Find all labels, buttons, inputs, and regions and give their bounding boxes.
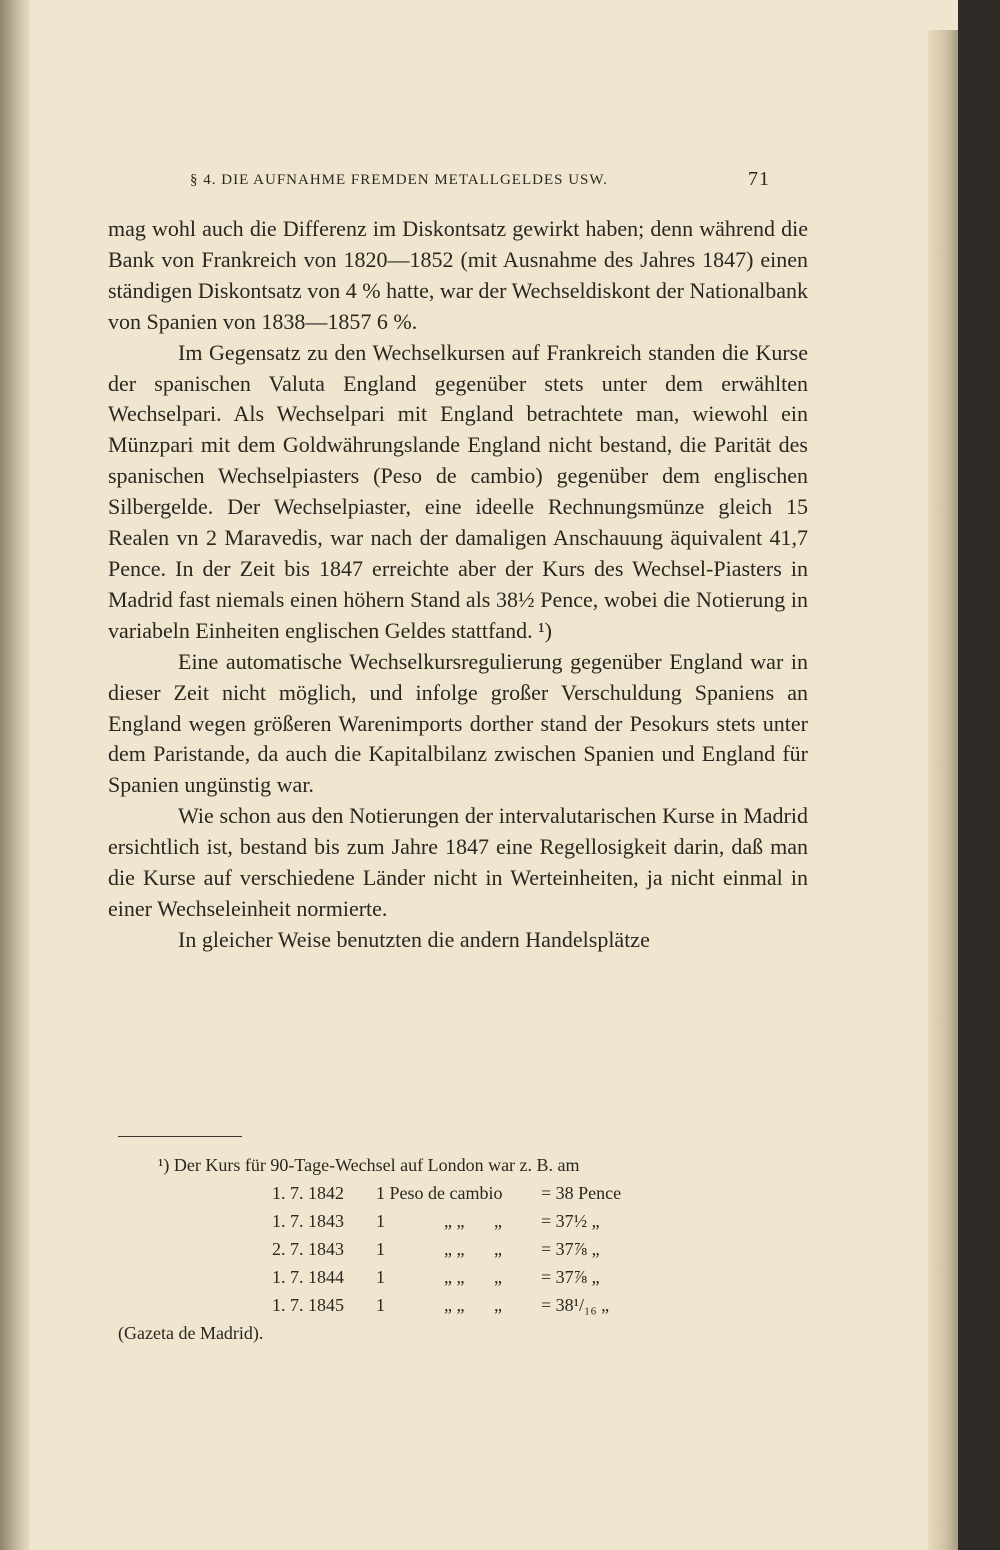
footnote-ditto: „ „	[444, 1295, 465, 1315]
footnote-value: = 37½ „	[541, 1211, 600, 1231]
footnote-intro: ¹) Der Kurs für 90-Tage-Wechsel auf London war z. B. am	[158, 1155, 580, 1175]
footnote-ditto: „	[494, 1211, 502, 1231]
footnote	[118, 1151, 808, 1347]
footnote-row	[118, 1207, 808, 1235]
footnote-date: 1. 7. 1845	[272, 1295, 344, 1315]
paragraph-2: Im Gegensatz zu den Wechselkursen auf Frankreich standen die Kurse der spanischen Valuta England gegenüber stets unter dem erwählten Wechselpari. Als Wechselpari mit England betrachtete man, wiewohl ein Münzpari mit dem Goldwährungslande England nicht bestand, die Parität des spanischen Wechselpiasters (Peso de cambio) gegenüber dem englischen Silbergelde. Der Wechselpiaster, eine ideelle Rechnungsmünze gleich 15 Realen vn 2 Maravedis, war nach der damaligen Anschauung äquivalent 41,7 Pence. In der Zeit bis 1847 erreichte aber der Kurs des Wechsel-Piasters in Madrid fast niemals einen höhern Stand als 38½ Pence, wobei die Notierung in variabeln Einheiten englischen Geldes stattfand. ¹)	[108, 339, 808, 643]
page-gutter	[0, 0, 30, 1550]
footnote-ditto: „	[494, 1267, 502, 1287]
page-number: 71	[748, 168, 770, 190]
footnote-date: 2. 7. 1843	[272, 1239, 344, 1259]
footnote-source-row	[118, 1319, 808, 1347]
footnote-value: = 38¹/₁₆ „	[541, 1295, 610, 1315]
footnote-currency: 1	[376, 1295, 385, 1315]
footnote-value: = 37⅞ „	[541, 1267, 600, 1287]
footnote-row	[118, 1291, 808, 1319]
main-text	[108, 214, 808, 956]
paragraph-5: In gleicher Weise benutzten die andern Handelsplätze	[178, 926, 650, 952]
footnote-currency: 1 Peso de cambio	[376, 1183, 503, 1203]
footnote-currency: 1	[376, 1267, 385, 1287]
footnote-source: (Gazeta de Madrid).	[118, 1323, 264, 1343]
footnote-divider	[118, 1136, 242, 1137]
footnote-ditto: „	[494, 1239, 502, 1259]
footnote-date: 1. 7. 1844	[272, 1267, 344, 1287]
footnote-ditto: „	[494, 1295, 502, 1315]
footnote-currency: 1	[376, 1239, 385, 1259]
footnote-row	[118, 1179, 808, 1207]
footnote-date: 1. 7. 1842	[272, 1183, 344, 1203]
footnote-currency: 1	[376, 1211, 385, 1231]
footnote-ditto: „ „	[444, 1267, 465, 1287]
footnote-ditto: „ „	[444, 1211, 465, 1231]
paragraph-1: mag wohl auch die Differenz im Diskontsatz gewirkt haben; denn während die Bank von Frankreich von 1820—1852 (mit Ausnahme des Jahres 1847) einen ständigen Diskontsatz von 4 % hatte, war der Wechseldiskont der Nationalbank von Spanien von 1838—1857 6 %.	[108, 216, 808, 334]
footnote-row	[118, 1235, 808, 1263]
footnote-date: 1. 7. 1843	[272, 1211, 344, 1231]
header-title: § 4. DIE AUFNAHME FREMDEN METALLGELDES USW.	[190, 172, 608, 188]
footnote-ditto: „ „	[444, 1239, 465, 1259]
page-edge	[928, 30, 958, 1550]
running-header	[190, 168, 770, 198]
paragraph-3: Eine automatische Wechselkursregulierung gegenüber England war in dieser Zeit nicht möglich, und infolge großer Verschuldung Spaniens an England wegen größeren Warenimports dorther stand der Pesokurs stets unter dem Paristande, da auch die Kapitalbilanz zwischen Spanien und England für Spanien ungünstig war.	[108, 648, 808, 798]
footnote-value: = 38 Pence	[541, 1183, 622, 1203]
footnote-intro-row	[118, 1151, 808, 1179]
footnote-value: = 37⅞ „	[541, 1239, 600, 1259]
background-edge	[958, 0, 1000, 1550]
paragraph-4: Wie schon aus den Notierungen der intervalutarischen Kurse in Madrid ersichtlich ist, bestand bis zum Jahre 1847 eine Regellosigkeit darin, daß man die Kurse auf verschiedene Länder nicht in Werteinheiten, ja nicht einmal in einer Wechseleinheit normierte.	[108, 803, 808, 921]
footnote-row	[118, 1263, 808, 1291]
